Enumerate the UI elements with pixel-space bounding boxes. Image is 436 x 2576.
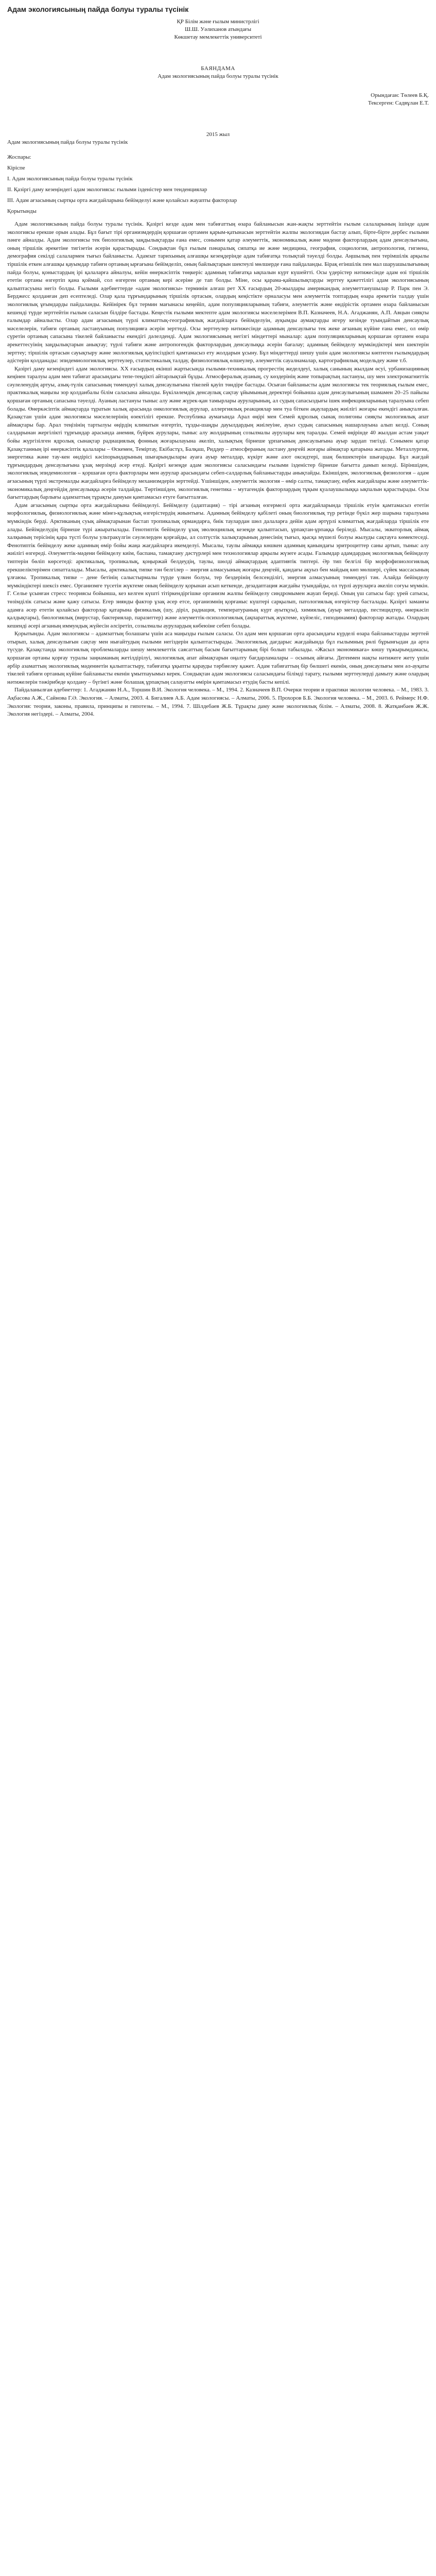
- plan-item-conclusion: Қорытынды: [7, 208, 37, 214]
- report-body: [7, 221, 429, 719]
- university-type-line: Көкшетау мемлекеттік университеті: [174, 34, 262, 40]
- paragraph-references: Пайдаланылған әдебиеттер: 1. Агаджанян Н.А., Торшин В.И. Экология человека. – М., 1994. 2. Казначеев В.П. Очерки теории и практики экологии человека. – М., 1983. 3. Ақбасова А.Ж., Сайнова Г.Ә. Экология. – Алматы, 2003. 4. Бигалиев А.Б. Адам экологиясы. – Алматы, 2006. 5. Прохоров Б.Б. Экология человека. – М., 2003. 6. Реймерс Н.Ф. Экология: теории, законы, правила, принципы и гипотезы. – М., 1994. 7. Шілдебаев Ж.Б. Тұрақты даму және экологиялық білім. – Алматы, 2008. 8. Жатқанбаев Ж.Ж. Экология негіздері. – Алматы, 2004.: [7, 687, 429, 718]
- plan-heading: Жоспары:: [7, 154, 31, 160]
- done-by: Орындаған: Төлеев Б.Қ.: [371, 92, 429, 98]
- paragraph-adaptation: Адам ағзасының сыртқы орта жағдайларына бейімделуі. Бейімделу (адаптация) – тірі ағзаның өзгермелі орта жағдайларында тіршілік етуін қамтамасыз ететін морфологиялық, физиологиялық және мінез-құлықтық өзгерістердің жиынтығы. Адамның бейімделу қабілеті оның биологиялық түр ретінде бүкіл жер шарына таралуына мүмкіндік берді. Арктиканың суық аймақтарынан бастап тропикалық ормандарға, биік таулардан шөл далаларға дейін адам әртүрлі климаттық жағдайларда тіршілік ете алады. Бейімделудің бірнеше түрі ажыратылады. Генотиптік бейімделу ұзақ эволюциялық кезеңде қалыптасып, ұрпақтан-ұрпаққа беріледі. Мысалы, экваторлық аймақ халқының терісінің қара түсті болуы ультракүлгін сәулелерден қорғайды, ал солтүстік халықтарының денесінің тығыз, қысқа мүшелі болуы жылуды сақтауға көмектеседі. Фенотиптік бейімделу жеке адамның өмір бойы жаңа жағдайларға икемделуі. Мысалы, таулы аймаққа көшкен адамның қанындағы эритроциттер саны артып, тыныс алу жиілігі өзгереді. Әлеуметтік-мәдени бейімделу киім, баспана, тамақтану дәстүрлері мен технологиялар арқылы жүзеге асады. Ғалымдар адамдардың экологиялық бейімделу типтерін бөліп көрсетеді: арктикалық, тропикалық, қоңыржай белдеудің, таулы, шөлді аймақтардың адаптивтік типтері. Әр тип белгілі бір морфофизиологиялық ерекшеліктерімен сипатталады. Мысалы, арктикалық типке тән белгілер – энергия алмасуының жоғары деңгейі, қандағы ақуыз бен майдың көп мөлшері, сүйек массасының ұлғаюы. Тропикалық типке – дене бетінің салыстырмалы түрде үлкен болуы, тер бездерінің белсенділігі, энергия алмасуының төмендеуі тән. Алайда бейімделу мүмкіндіктері шексіз емес. Организмге түсетін жүктеме оның бейімделу қорынан асып кеткенде, дезадаптация жағдайы туындайды, ол түрлі ауруларға әкеліп соғуы мүмкін. Г. Селье ұсынған стресс теориясы бойынша, кез келген күшті тітіркендіргішке организм жалпы бейімделу синдромымен жауап береді. Оның үш сатысы бар: үрей сатысы, төзімділік сатысы және қажу сатысы. Егер зиянды фактор ұзақ әсер етсе, организмнің қорғаныс күштері сарқылып, патологиялық өзгерістер басталады. Қазіргі заманғы адамға әсер ететін қолайсыз факторлар қатарына физикалық (шу, діріл, радиация, температураның күрт ауытқуы), химиялық (ауыр металдар, пестицидтер, өнеркәсіп қалдықтары), биологиялық (вирустар, бактериялар, паразиттер) және әлеуметтік-психологиялық (ақпараттық жүктеме, күйзеліс, гиподинамия) факторлар жатады. Олардың кешенді әсері ағзаның иммундық жүйесін әлсіретіп, созылмалы аурулардың көбеюіне себеп болады.: [7, 502, 429, 629]
- year: 2015 жыл: [206, 131, 230, 138]
- plan-item: II. Қазіргі даму кезеңіндегі адам экологиясы: ғылыми ізденістер мен тенденциялар: [7, 187, 207, 193]
- checked-by: Тексерген: Садвұлан Е.Т.: [368, 100, 429, 106]
- paragraph-modern: Қазіргі даму кезеңіндегі адам экологиясы. XX ғасырдың екінші жартысында ғылыми-техникалық прогрестің жеделдеуі, халық санының жылдам өсуі, урбанизацияның кеңінен таралуы адам мен табиғат арасындағы тепе-теңдікті айтарлықтай бұзды. Атмосфералық ауаның, су көздерінің және топырақтың ластануы, шу мен электромагниттік сәулеленудің артуы, азық-түлік сапасының төмендеуі халық денсаулығына тікелей қауіп төндіре бастады. Осыған байланысты адам экологиясы тек теориялық ғылым емес, практикалық маңызы зор қолданбалы білім саласына айналды. Бүкіләлемдік денсаулық сақтау ұйымының деректері бойынша адам денсаулығының шамамен 20–25 пайызы қоршаған ортаның сапасына тәуелді. Ауаның ластануы тыныс алу және жүрек-қан тамырлары ауруларының, ал судың сапасыздығы ішек инфекцияларының таралуына себеп болады. Өнеркәсіптік аймақтарда тұратын халық арасында онкологиялық аурулар, аллергиялық реакциялар мен туа біткен ақаулардың жиілігі жоғары екендігі анықталған. Қазақстан үшін адам экологиясы мәселелерінің өзектілігі ерекше. Республика аумағында Арал өңірі мен Семей ядролық сынақ полигоны сияқты экологиялық апат аймақтары бар. Арал теңізінің тартылуы өңірдің климатын өзгертіп, тұзды-шаңды дауылдардың жиілеуіне, ауыз судың сапасының нашарлауына алып келді. Соның салдарынан жергілікті тұрғындар арасында анемия, бүйрек аурулары, тыныс алу жолдарының созылмалы аурулары кең таралды. Семей өңірінде 40 жылдан астам уақыт бойы жүргізілген ядролық сынақтар радиациялық фонның жоғарылауына әкеліп, халықтың бірнеше ұрпағының денсаулығына ауыр зардап тигізді. Сонымен қатар Қазақстанның ірі өнеркәсіптік қалалары – Өскемен, Теміртау, Екібастұз, Балқаш, Риддер – атмосфераның ластану деңгейі жоғары аймақтар қатарына жатады. Металлургия, энергетика және тау-кен өндірісі кәсіпорындарының шығарындылары ауаға ауыр металдар, күкірт және азот оксидтері, шаң бөлшектерін шығарады. Бұл жағдай тұрғындардың денсаулығына ұзақ мерзімді әсер етеді. Қазіргі кезеңде адам экологиясы саласындағы ғылыми ізденістер бірнеше бағытта дамып келеді. Біріншіден, экологиялық эпидемиология – қоршаған орта факторлары мен аурулар арасындағы себеп-салдарлық байланыстарды анықтайды. Екіншіден, экологиялық физиология – адам ағзасының түрлі экстремалды жағдайларға бейімделу механизмдерін зерттейді. Үшіншіден, әлеуметтік экология – өмір салты, тамақтану, еңбек жағдайлары және әлеуметтік-экономикалық деңгейдің денсаулыққа әсерін талдайды. Төртіншіден, экологиялық генетика – мутагендік факторлардың тұқым қуалаушылыққа ықпалын қарастырады. Осы бағыттардың барлығы адамзаттың тұрақты дамуын қамтамасыз етуге бағытталған.: [7, 365, 429, 501]
- work-type: БАЯНДАМА: [201, 65, 235, 72]
- university-name-line: Ш.Ш. Уәлиханов атындағы: [184, 26, 252, 32]
- paragraph-conclusion: Қорытынды. Адам экологиясы – адамзаттың болашағы үшін аса маңызды ғылым саласы. Ол адам мен қоршаған орта арасындағы күрделі өзара байланыстарды зерттей отырып, халық денсаулығын сақтау мен нығайтудың ғылыми негіздерін қалыптастырады. Экологиялық дағдарыс жағдайында бұл ғылымның рөлі бұрынғыдан да арта түсуде. Қазақстанда экологиялық проблемаларды шешу мемлекеттік саясаттың басым бағыттарының бірі болып табылады. «Жасыл экономикаға» көшу тұжырымдамасы, қоршаған ортаны қорғау туралы заңнаманың жетілдірілуі, экологиялық апат аймақтарын оңалту бағдарламалары – осының айғағы. Дегенмен нақты нәтижеге жету үшін әрбір азаматтың экологиялық мәдениетін қалыптастыру, табиғатқа ұқыпты қарауды тәрбиелеу қажет. Адам табиғаттың бір бөлшегі екенін, оның денсаулығы мен әл-ауқаты тікелей табиғи ортаның күйіне байланысты екенін ұмытпауымыз керек. Сондықтан адам экологиясы саласындағы білімді тарату, ғылыми зерттеулерді дамыту және олардың нәтижелерін тәжірибеде қолдану – бүгінгі және болашақ ұрпақтың салауатты өмірін қамтамасыз етудің басты кепілі.: [7, 631, 429, 685]
- ministry-line: ҚР Білім және ғылым министрлігі: [177, 19, 259, 25]
- page-title: Адам экологиясының пайда болуы туралы түсінік: [7, 5, 189, 13]
- repeat-topic: Адам экологиясының пайда болуы туралы түсінік: [7, 139, 128, 145]
- paragraph-intro: Адам экологиясының пайда болуы туралы түсінік. Қазіргі кезде адам мен табиғаттың өзара байланысын жан-жақты зерттейтін ғылым салаларының ішінде адам экологиясы ерекше орын алады. Бұл бағыт тірі организмдердің қоршаған ортамен қарым-қатынасын зерттейтін жалпы экологиядан бастау алып, бірте-бірте дербес ғылыми пәнге айналды. Адам экологиясы тек биологиялық заңдылықтарды ғана емес, сонымен қатар әлеуметтік, экономикалық және мәдени факторлардың адам денсаулығына, оның тіршілік әрекетіне тигізетін әсерін қарастырады. Сондықтан бұл ғылым пәнаралық сипатқа ие және медицина, география, социология, антропология, гигиена, демография секілді салалармен тығыз байланысты. Адамзат тарихының алғашқы кезеңдерінде адам табиғатқа толықтай тәуелді болды. Аңшылық пен терімшілік арқылы тіршілік еткен алғашқы қауымдар табиғи ортаның ырғағына бейімделіп, оның байлықтарын шектеулі мөлшерде ғана пайдаланды. Бірақ егіншілік пен мал шаруашылығының пайда болуы, қоныстардың ірі қалаларға айналуы, кейін өнеркәсіптік төңкеріс адамның табиғатқа ықпалын күрт күшейтті. Осы үдерістер нәтижесінде адам өзі тіршілік ететін ортаны өзгертіп қана қоймай, сол өзгерген ортаның кері әсеріне де тап болды. Міне, осы қарама-қайшылықтарды зерттеу қажеттілігі адам экологиясының қалыптасуына негіз болды. Ғылыми әдебиеттерде «адам экологиясы» терминін алғаш рет XX ғасырдың 20-жылдары американдық әлеуметтанушылар Р. Парк пен Э. Берджесс қолданған деп есептеледі. Олар қала тұрғындарының тіршілік ортасын, олардың кеңістікте орналасуы мен әлеуметтік топтардың өзара әрекетін талдау үшін экологиялық ұғымдарды пайдаланды. Кейінірек бұл термин мағынасы кеңейіп, адам популяцияларының табиғи, әлеуметтік және өндірістік ортамен өзара байланысын кешенді түрде зерттейтін ғылым саласын білдіре бастады. Кеңестік ғылыми мектепте адам экологиясы мәселелерімен В.П. Казначеев, Н.А. Агаджанян, А.П. Авцын сияқты ғалымдар айналысты. Олар адам ағзасының түрлі климаттық-географиялық жағдайларға бейімделуін, ауқымды аумақтарды игеру кезінде туындайтын денсаулық мәселелерін, табиғи ортаның ластануының популяцияға әсерін зерттеді. Осы зерттеулер нәтижесінде адамның денсаулығы тек жеке ағзаның күйіне ғана емес, ол өмір сүретін ортаның сапасына тікелей байланысты екендігі дәлелденді. Адам экологиясының негізгі міндеттері мыналар: адам популяцияларының қоршаған ортамен өзара әрекеттесуінің заңдылықтарын анықтау; түрлі табиғи және антропогендік факторлардың денсаулыққа әсерін бағалау; адамның бейімделу мүмкіндіктері мен шектерін зерттеу; тіршілік ортасын сауықтыру және экологиялық қауіпсіздікті қамтамасыз ету жолдарын ұсыну. Бұл міндеттерді шешу үшін адам экологиясы көптеген ғылымдардың әдістерін қолданады: эпидемиологиялық зерттеулер, статистикалық талдау, физиологиялық өлшеулер, әлеуметтік сауалнамалар, картографиялық модельдеу және т.б.: [7, 221, 429, 364]
- plan-item: I. Адам экологиясының пайда болуы туралы түсінік: [7, 176, 133, 182]
- intro-heading: Кіріспе: [7, 165, 25, 171]
- plan-item: III. Адам ағзасының сыртқы орта жағдайларына бейімделуі және қолайсыз жауапты факторлар: [7, 197, 237, 204]
- topic-line: Адам экологиясының пайда болуы туралы түсінік: [158, 73, 278, 79]
